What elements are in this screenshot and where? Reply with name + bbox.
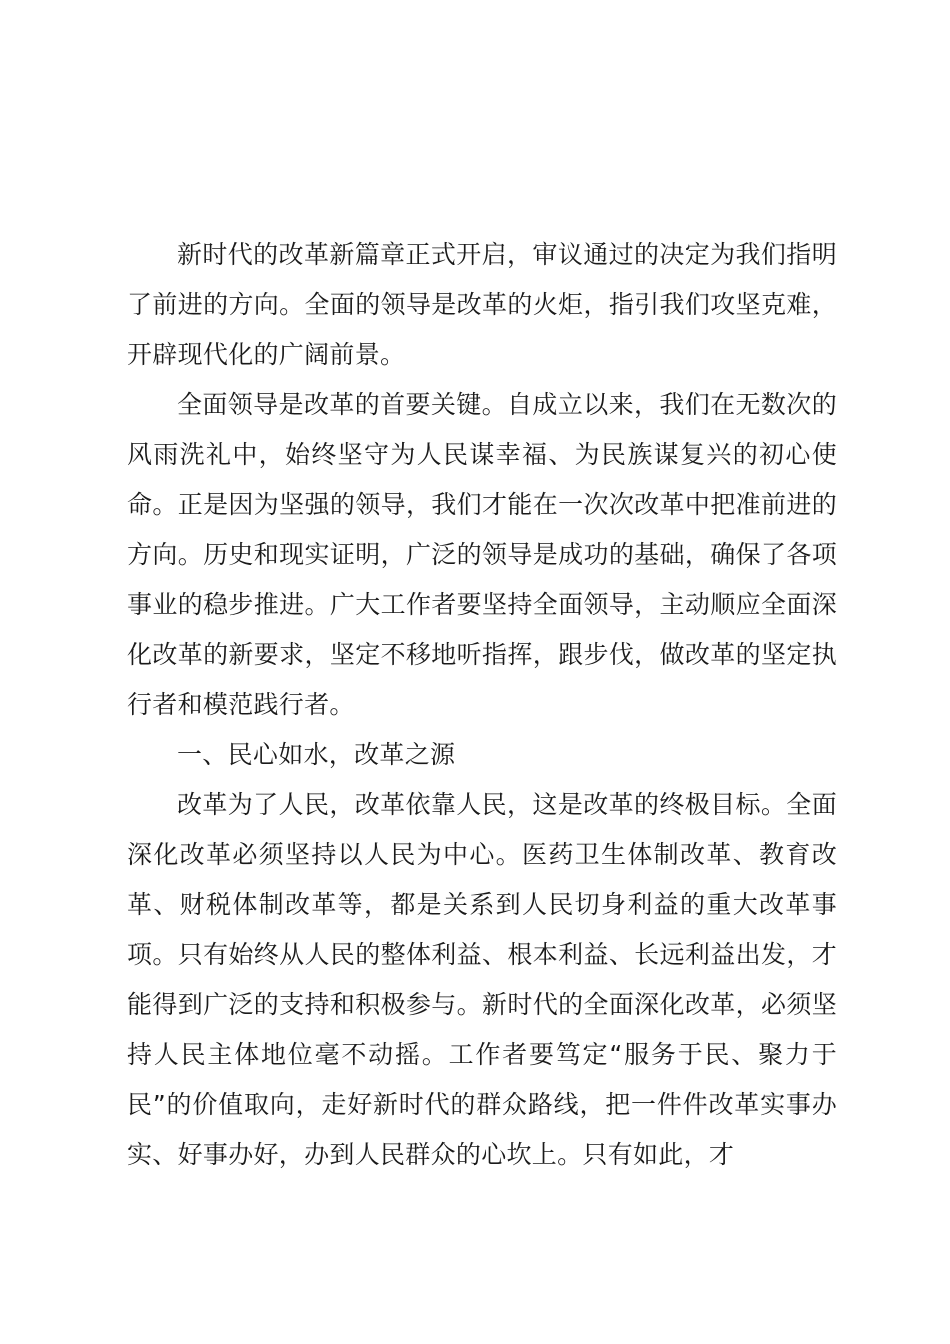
section-paragraph: 改革为了人民，改革依靠人民，这是改革的终极目标。全面深化改革必须坚持以人民为中心。医药卫生体制改革、教育改革、财税体制改革等，都是关系到人民切身利益的重大改革事项。只有始终从人民的整体利益、根本利益、长远利益出发，才能得到广泛的支持和积极参与。新时代的全面深化改革，必须坚持人民主体地位毫不动摇。工作者要笃定“服务于民、聚力于民”的价值取向，走好新时代的群众路线，把一件件改革实事办实、好事办好，办到人民群众的心坎上。只有如此，才 [127, 790, 837, 1169]
section-heading: 一、民心如水，改革之源 [177, 740, 456, 769]
leadership-paragraph: 全面领导是改革的首要关键。自成立以来，我们在无数次的风雨洗礼中，始终坚守为人民谋幸福、为民族谋复兴的初心使命。正是因为坚强的领导，我们才能在一次次改革中把准前进的方向。历史和现实证明，广泛的领导是成功的基础，确保了各项事业的稳步推进。广大工作者要坚持全面领导，主动顺应全面深化改革的新要求，坚定不移地听指挥，跟步伐，做改革的坚定执行者和模范践行者。 [127, 390, 837, 719]
document-body [127, 230, 837, 1180]
intro-paragraph: 新时代的改革新篇章正式开启，审议通过的决定为我们指明了前进的方向。全面的领导是改革的火炬，指引我们攻坚克难，开辟现代化的广阔前景。 [127, 240, 837, 369]
